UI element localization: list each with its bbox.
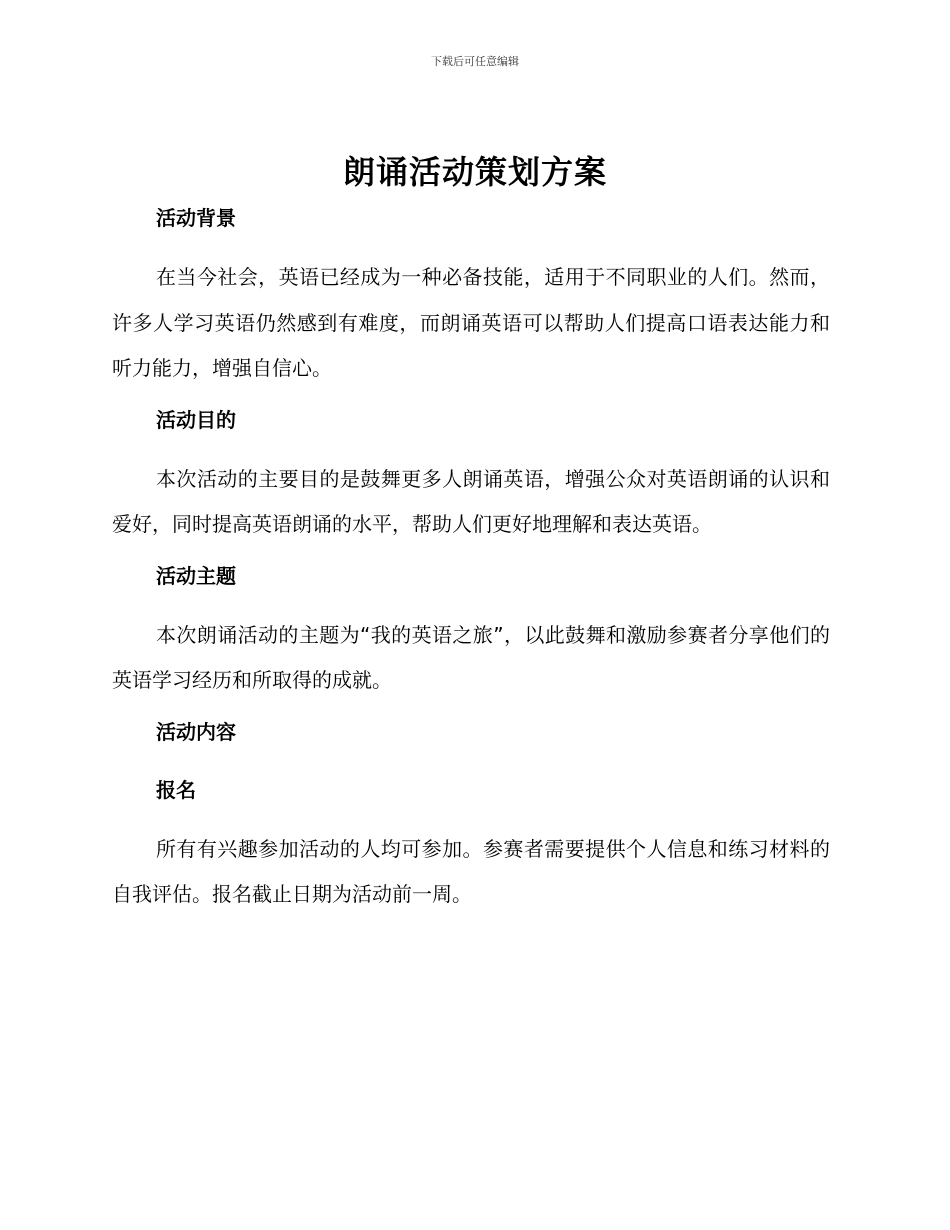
section-heading-registration: 报名 xyxy=(156,777,196,802)
section-heading-content: 活动内容 xyxy=(156,719,236,744)
section-paragraph-theme: 本次朗诵活动的主题为“我的英语之旅”，以此鼓舞和激励参赛者分享他们的英语学习经历和所取得的成就。 xyxy=(112,622,830,692)
section-heading-background: 活动背景 xyxy=(156,206,236,230)
document-title: 朗诵活动策划方案 xyxy=(342,153,607,191)
section-heading-purpose: 活动目的 xyxy=(156,407,236,432)
section-paragraph-registration: 所有有兴趣参加活动的人均可参加。参赛者需要提供个人信息和练习材料的自我评估。报名截止日期为活动前一周。 xyxy=(112,836,830,906)
document-body xyxy=(112,204,830,918)
section-heading-theme: 活动主题 xyxy=(156,563,236,588)
section-paragraph-purpose: 本次活动的主要目的是鼓舞更多人朗诵英语，增强公众对英语朗诵的认识和爱好，同时提高英语朗诵的水平，帮助人们更好地理解和表达英语。 xyxy=(112,466,830,536)
header-note: 下载后可任意编辑 xyxy=(431,55,519,68)
section-paragraph-background: 在当今社会，英语已经成为一种必备技能，适用于不同职业的人们。然而，许多人学习英语仍然感到有难度，而朗诵英语可以帮助人们提高口语表达能力和听力能力，增强自信心。 xyxy=(112,265,830,380)
